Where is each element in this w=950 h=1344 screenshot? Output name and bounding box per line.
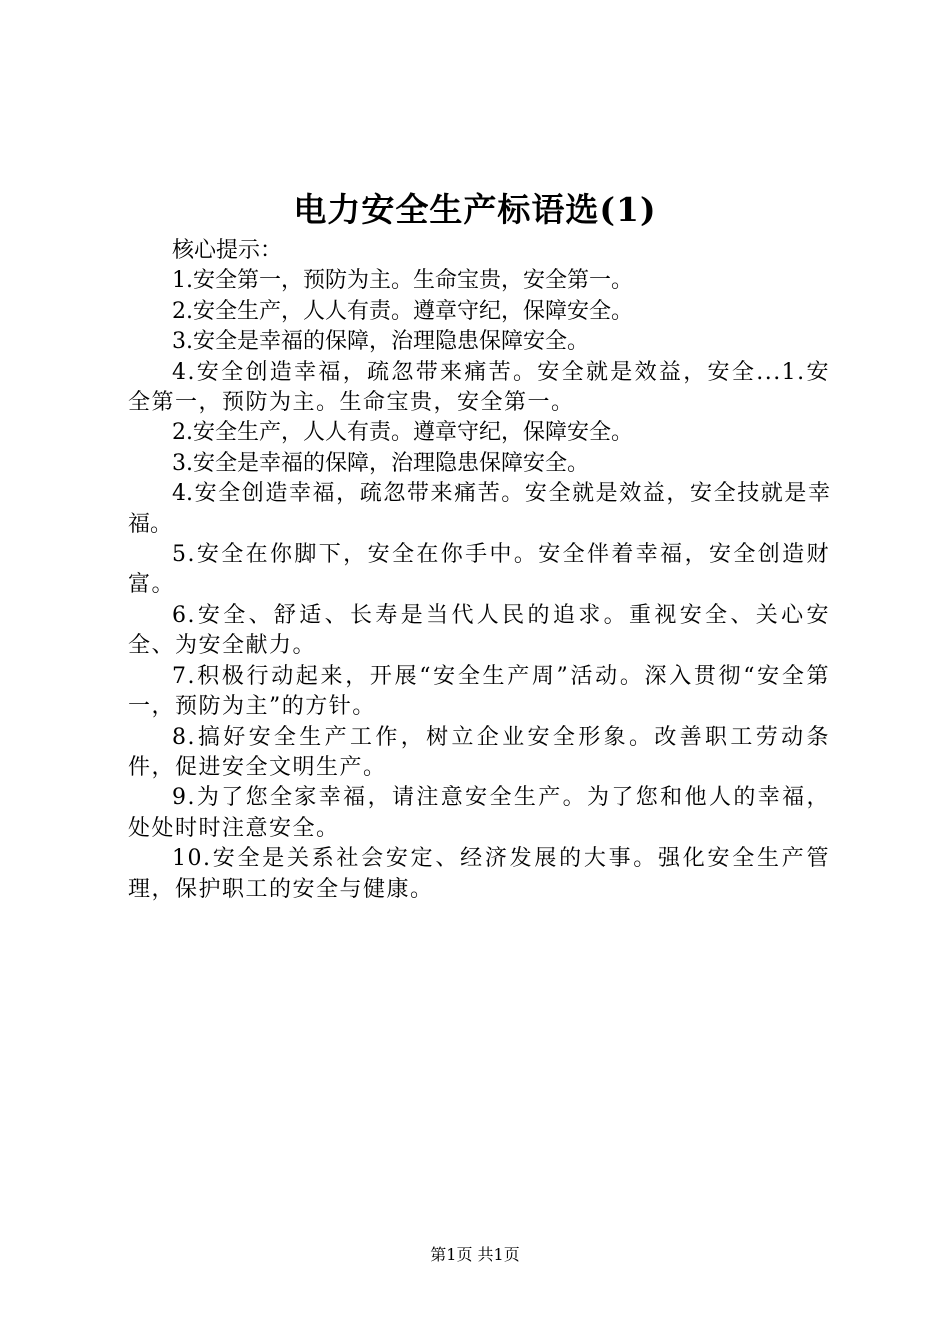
paragraph: 4.安全创造幸福，疏忽带来痛苦。安全就是效益，安全...1.安全第一，预防为主。生命宝贵，安全第一。 [128,359,830,416]
paragraph: 5.安全在你脚下，安全在你手中。安全伴着幸福，安全创造财富。 [128,542,830,598]
paragraph: 1.安全第一，预防为主。生命宝贵，安全第一。 [172,268,633,294]
page-number-footer: 第1页 共1页 [430,1245,520,1264]
document-title: 电力安全生产标语选(1) [293,190,657,229]
paragraph: 7.积极行动起来，开展“安全生产周”活动。深入贯彻“安全第一，预防为主”的方针。 [128,663,830,720]
paragraph: 8.搞好安全生产工作，树立企业安全形象。改善职工劳动条件，促进安全文明生产。 [128,724,830,780]
paragraph-intro: 核心提示： [172,238,283,263]
paragraph: 9.为了您全家幸福，请注意安全生产。为了您和他人的幸福，处处时时注意安全。 [128,785,830,841]
paragraph: 3.安全是幸福的保障，治理隐患保障安全。 [172,450,589,476]
paragraph: 6.安全、舒适、长寿是当代人民的追求。重视安全、关心安全、为安全献力。 [128,602,830,659]
paragraph: 2.安全生产，人人有责。遵章守纪，保障安全。 [172,298,633,324]
paragraph: 4.安全创造幸福，疏忽带来痛苦。安全就是效益，安全技就是幸福。 [128,481,830,537]
paragraph: 3.安全是幸福的保障，治理隐患保障安全。 [172,329,589,355]
paragraph: 10.安全是关系社会安定、经济发展的大事。强化安全生产管理，保护职工的安全与健康。 [128,846,830,902]
document-body [128,236,830,905]
paragraph: 2.安全生产，人人有责。遵章守纪，保障安全。 [172,420,633,446]
